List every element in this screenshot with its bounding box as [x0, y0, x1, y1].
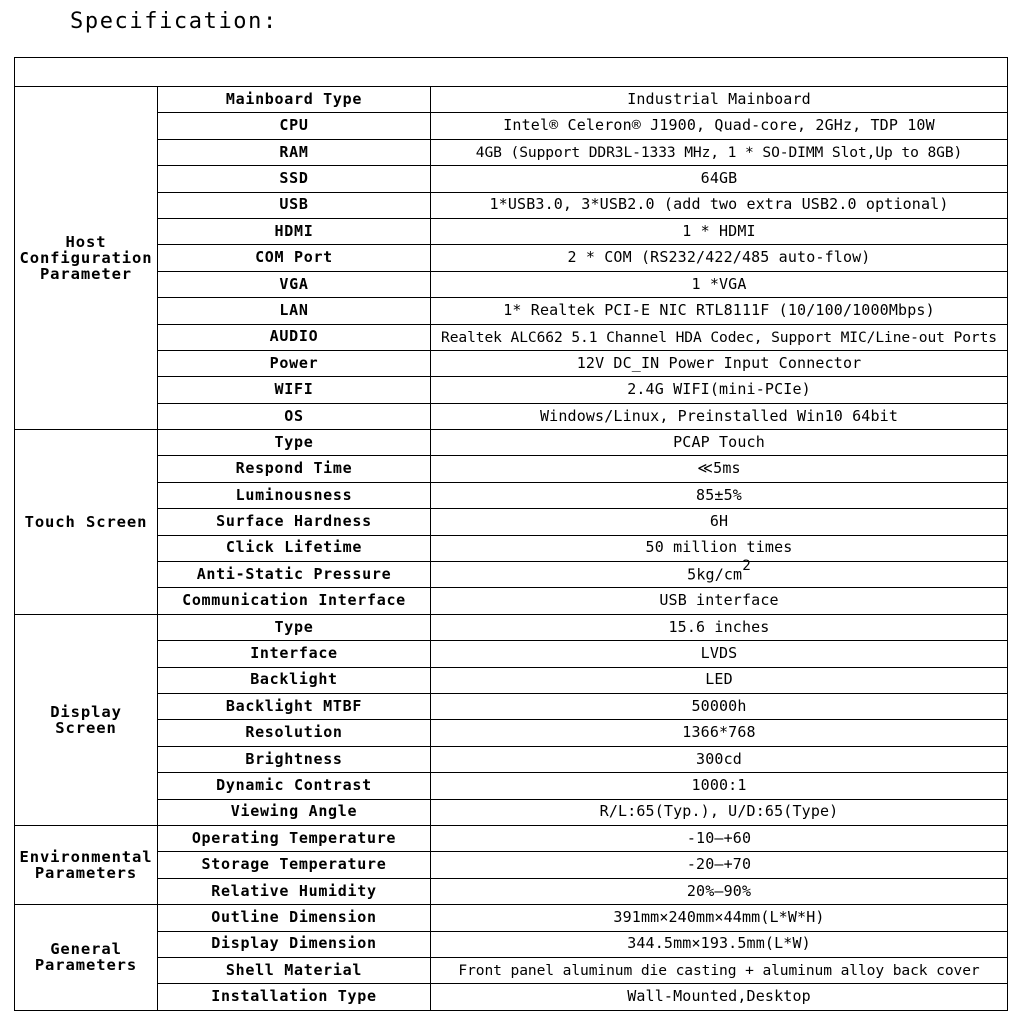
parameter-value-cell: 1* Realtek PCI-E NIC RTL8111F (10/100/1000Mbps) — [431, 298, 1008, 324]
parameter-value-cell: Intel® Celeron® J1900, Quad-core, 2GHz, TDP 10W — [431, 113, 1008, 139]
parameter-name-cell: HDMI — [158, 218, 431, 244]
table-row — [15, 430, 1008, 456]
table-row — [15, 799, 1008, 825]
table-row — [15, 166, 1008, 192]
parameter-value-cell: ≪5ms — [431, 456, 1008, 482]
parameter-value-cell: 344.5mm×193.5mm(L*W) — [431, 931, 1008, 957]
parameter-value-cell: Wall-Mounted,Desktop — [431, 984, 1008, 1010]
parameter-value-cell: 1000:1 — [431, 773, 1008, 799]
parameter-name-cell: Anti-Static Pressure — [158, 562, 431, 588]
parameter-name-cell: Click Lifetime — [158, 535, 431, 561]
parameter-value-cell: 1*USB3.0, 3*USB2.0 (add two extra USB2.0 optional) — [431, 192, 1008, 218]
table-row — [15, 693, 1008, 719]
parameter-name-cell: LAN — [158, 298, 431, 324]
parameter-value-cell: 85±5% — [431, 482, 1008, 508]
parameter-value-cell: Industrial Mainboard — [431, 87, 1008, 113]
parameter-name-cell: Viewing Angle — [158, 799, 431, 825]
parameter-value-cell: 15.6 inches — [431, 614, 1008, 640]
table-row — [15, 852, 1008, 878]
parameter-value-cell: R/L:65(Typ.), U/D:65(Type) — [431, 799, 1008, 825]
table-row — [15, 720, 1008, 746]
table-row — [15, 298, 1008, 324]
specification-table-container — [14, 57, 1007, 1011]
parameter-name-cell: VGA — [158, 271, 431, 297]
parameter-name-cell: AUDIO — [158, 324, 431, 350]
table-row — [15, 192, 1008, 218]
parameter-value-cell: 50 million times — [431, 535, 1008, 561]
parameter-name-cell: Interface — [158, 641, 431, 667]
specification-table-body — [15, 58, 1008, 1011]
parameter-name-cell: Surface Hardness — [158, 509, 431, 535]
parameter-name-cell: Dynamic Contrast — [158, 773, 431, 799]
table-row — [15, 113, 1008, 139]
table-row — [15, 957, 1008, 983]
parameter-value-cell: Windows/Linux, Preinstalled Win10 64bit — [431, 403, 1008, 429]
page-title: Specification: — [70, 9, 278, 34]
table-row — [15, 984, 1008, 1010]
parameter-name-cell: Storage Temperature — [158, 852, 431, 878]
table-row — [15, 931, 1008, 957]
parameter-value-cell: 300cd — [431, 746, 1008, 772]
parameter-value-cell: 2.4G WIFI(mini-PCIe) — [431, 377, 1008, 403]
table-row — [15, 482, 1008, 508]
parameter-value-cell: 1366*768 — [431, 720, 1008, 746]
parameter-value-cell: USB interface — [431, 588, 1008, 614]
table-row — [15, 350, 1008, 376]
parameter-value-cell: 6H — [431, 509, 1008, 535]
table-row — [15, 509, 1008, 535]
table-row — [15, 403, 1008, 429]
parameter-value-cell: Front panel aluminum die casting + aluminum alloy back cover — [431, 957, 1008, 983]
parameter-value-cell: LVDS — [431, 641, 1008, 667]
category-cell: Environmental Parameters — [15, 825, 158, 904]
category-cell: General Parameters — [15, 905, 158, 1011]
table-row — [15, 271, 1008, 297]
specification-table — [14, 57, 1008, 1011]
category-cell: Display Screen — [15, 614, 158, 825]
parameter-name-cell: Type — [158, 614, 431, 640]
parameter-name-cell: Backlight MTBF — [158, 693, 431, 719]
parameter-value-cell: PCAP Touch — [431, 430, 1008, 456]
table-row — [15, 456, 1008, 482]
table-row — [15, 562, 1008, 588]
parameter-name-cell: RAM — [158, 139, 431, 165]
table-row — [15, 377, 1008, 403]
parameter-name-cell: Installation Type — [158, 984, 431, 1010]
parameter-name-cell: Respond Time — [158, 456, 431, 482]
parameter-value-cell: -10—+60 — [431, 825, 1008, 851]
superscript: 2 — [742, 558, 751, 575]
parameter-name-cell: Shell Material — [158, 957, 431, 983]
parameter-name-cell: Mainboard Type — [158, 87, 431, 113]
parameter-value-cell: 1 *VGA — [431, 271, 1008, 297]
category-cell: Touch Screen — [15, 430, 158, 615]
parameter-value-cell: 50000h — [431, 693, 1008, 719]
table-row — [15, 588, 1008, 614]
parameter-name-cell: Operating Temperature — [158, 825, 431, 851]
parameter-name-cell: COM Port — [158, 245, 431, 271]
table-row — [15, 746, 1008, 772]
table-row — [15, 614, 1008, 640]
table-row — [15, 245, 1008, 271]
parameter-name-cell: Luminousness — [158, 482, 431, 508]
parameter-value-cell: LED — [431, 667, 1008, 693]
parameter-name-cell: Communication Interface — [158, 588, 431, 614]
parameter-name-cell: Relative Humidity — [158, 878, 431, 904]
table-row — [15, 905, 1008, 931]
parameter-name-cell: SSD — [158, 166, 431, 192]
table-row — [15, 825, 1008, 851]
table-row — [15, 324, 1008, 350]
parameter-value-cell: Realtek ALC662 5.1 Channel HDA Codec, Support MIC/Line-out Ports — [431, 324, 1008, 350]
table-row — [15, 878, 1008, 904]
parameter-value-cell: 20%—90% — [431, 878, 1008, 904]
parameter-name-cell: Display Dimension — [158, 931, 431, 957]
parameter-name-cell: Type — [158, 430, 431, 456]
table-row — [15, 641, 1008, 667]
parameter-name-cell: Brightness — [158, 746, 431, 772]
table-row — [15, 773, 1008, 799]
parameter-value-cell: 2 * COM (RS232/422/485 auto-flow) — [431, 245, 1008, 271]
parameter-value-cell: -20—+70 — [431, 852, 1008, 878]
parameter-name-cell: OS — [158, 403, 431, 429]
parameter-value-cell: 12V DC_IN Power Input Connector — [431, 350, 1008, 376]
parameter-name-cell: WIFI — [158, 377, 431, 403]
parameter-name-cell: Power — [158, 350, 431, 376]
parameter-value-cell: 391mm×240mm×44mm(L*W*H) — [431, 905, 1008, 931]
parameter-name-cell: CPU — [158, 113, 431, 139]
parameter-value-cell: $5kg/cm^2$ — [431, 562, 1008, 588]
parameter-value-cell: 4GB (Support DDR3L-1333 MHz, 1 * SO-DIMM Slot,Up to 8GB) — [431, 139, 1008, 165]
table-row — [15, 87, 1008, 113]
parameter-name-cell: Outline Dimension — [158, 905, 431, 931]
parameter-name-cell: Resolution — [158, 720, 431, 746]
table-header-cell — [15, 58, 1008, 87]
parameter-name-cell: Backlight — [158, 667, 431, 693]
parameter-name-cell: USB — [158, 192, 431, 218]
table-row — [15, 218, 1008, 244]
table-row — [15, 535, 1008, 561]
table-row — [15, 667, 1008, 693]
parameter-value-cell: 64GB — [431, 166, 1008, 192]
table-header-row — [15, 58, 1008, 87]
table-row — [15, 139, 1008, 165]
parameter-value-cell: 1 * HDMI — [431, 218, 1008, 244]
category-cell: Host Configuration Parameter — [15, 87, 158, 430]
